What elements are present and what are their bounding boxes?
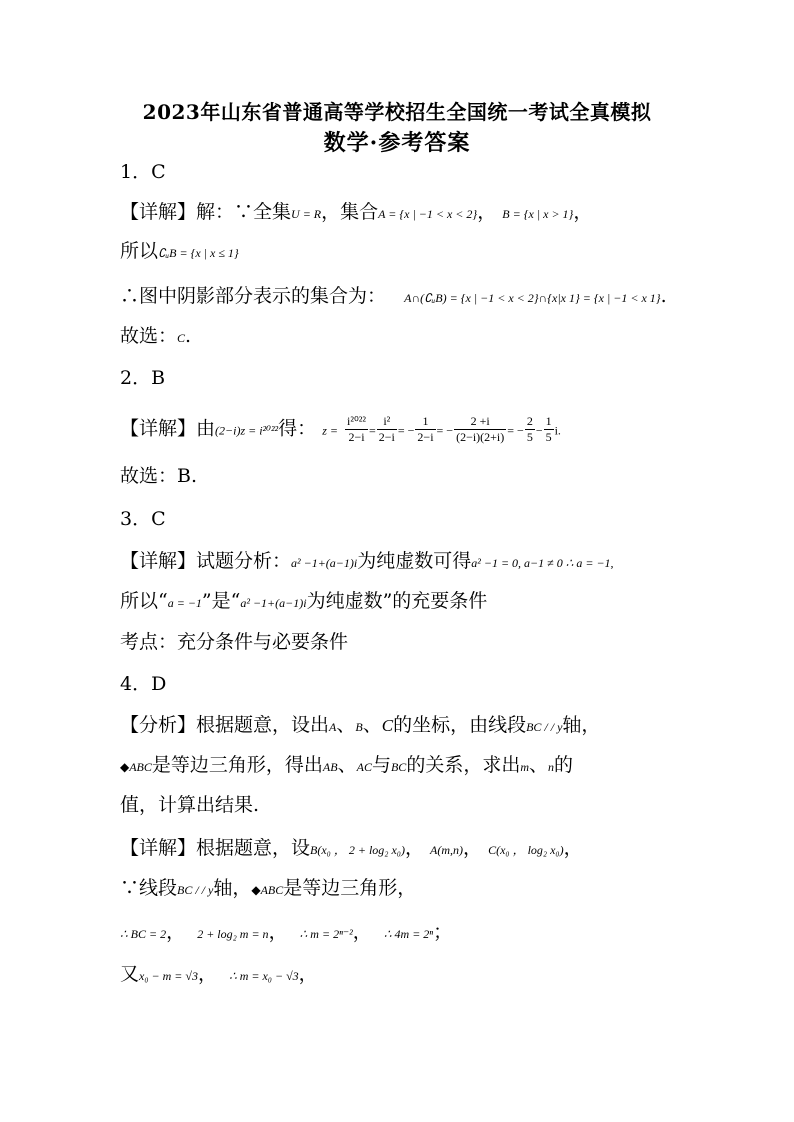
fraction-2 <box>377 414 397 445</box>
math-point-A: A(m,n) <box>430 843 464 857</box>
math-BC-parallel-y: BC / / y <box>177 883 214 897</box>
math-U-eq-R: U = R <box>291 207 322 221</box>
dot: . <box>660 285 667 307</box>
frac-den: 5 <box>526 430 533 444</box>
math-BC: BC <box>390 760 407 774</box>
choose-text: 故选： <box>120 325 178 347</box>
q4-answer: 4．D <box>120 673 167 695</box>
math-AC: AC <box>356 760 372 774</box>
q2-detail-line <box>120 414 561 445</box>
math-given: (2−i)z = i²⁰²² <box>215 423 279 438</box>
q1-shaded-line <box>120 284 667 310</box>
q4-analysis-line <box>120 713 600 739</box>
coord-text: 的坐标，由线段 <box>393 714 527 736</box>
you-text: 又 <box>120 963 140 985</box>
math-C: C <box>381 716 394 735</box>
fraction-5 <box>525 414 535 445</box>
q3-so-line <box>120 589 487 615</box>
dun: 、 <box>529 754 549 776</box>
math-m-eq-x0: ∴ m = x₀ − √3 <box>229 969 299 983</box>
equilateral-text: 是等边三角形，得出 <box>151 754 323 776</box>
semicolon: ； <box>433 921 453 943</box>
frac-num: i² <box>377 414 397 430</box>
math-a-eq: a = −1 <box>167 596 202 610</box>
q1-choose-line <box>120 324 191 350</box>
choice-value: C <box>177 331 186 345</box>
math-B: B <box>355 720 363 734</box>
frac-den: 2−i <box>417 430 434 444</box>
eq-sign: = <box>368 423 376 438</box>
tail-text: 为纯虚数”的充要条件 <box>306 590 488 612</box>
sep: ， <box>298 963 318 985</box>
q3-answer: 3．C <box>120 508 166 530</box>
i-end: i. <box>554 423 561 438</box>
frac-num: 2 +i <box>454 414 506 430</box>
frac-num: i²⁰²² <box>347 414 366 428</box>
frac-den: 2−i <box>378 430 395 444</box>
math-BC-eq-2: ∴ BC = 2 <box>120 927 167 941</box>
math-expr-2: a² −1 = 0, a−1 ≠ 0 ∴ a = −1, <box>471 556 614 570</box>
de-text: 的 <box>554 754 574 776</box>
set-word: ，集合 <box>321 201 379 223</box>
sep: ， <box>563 837 583 859</box>
math-point-C: C(x₀ ， log₂ x₀) <box>488 843 564 857</box>
sep: ， <box>197 963 217 985</box>
frac-num: 1 <box>415 414 435 430</box>
so-quote: 所以“ <box>120 590 168 612</box>
neg-eq-sign: = − <box>436 423 454 438</box>
q1-detail-line <box>120 200 592 226</box>
detail-label: 【详解】由 <box>120 417 216 440</box>
sep: ， <box>477 201 497 223</box>
math-log-eq: 2 + log₂ m = n <box>197 927 269 941</box>
frac-num: 2 <box>526 414 533 428</box>
math-z-eq: z = <box>322 423 338 438</box>
q4-since-line <box>120 876 416 902</box>
math-point-B: B(x₀ ， 2 + log₂ x₀) <box>310 843 405 857</box>
neg-eq-sign: = − <box>397 423 415 438</box>
q3-kaodian: 考点：充分条件与必要条件 <box>120 631 349 653</box>
math-A-def: A = {x | −1 < x < 2} <box>378 207 478 221</box>
sep: ， <box>404 837 424 859</box>
q4-detail-line <box>120 836 583 862</box>
sep: ， <box>166 921 186 943</box>
so-text: 所以 <box>120 240 159 262</box>
math-m: m <box>520 760 529 774</box>
q3-detail-line <box>120 549 614 575</box>
sep: ， <box>463 837 483 859</box>
pure-text: 为纯虚数可得 <box>357 550 472 572</box>
q4-value-line: 值，计算出结果. <box>120 794 260 816</box>
dun: 、 <box>336 714 356 736</box>
q2-answer: 2．B <box>120 367 166 389</box>
q1-answer: 1．C <box>120 161 166 183</box>
math-AB: AB <box>322 760 338 774</box>
minus-sign: − <box>535 423 543 438</box>
page-title: 2023年山东省普通高等学校招生全国统一考试全真模拟 <box>142 100 652 124</box>
frac-den: 2−i <box>348 430 365 444</box>
analysis-label: 【分析】根据题意，设出 <box>120 714 330 736</box>
dun: 、 <box>362 714 382 736</box>
math-n: n <box>548 760 555 774</box>
neg-eq-sign: = − <box>507 423 524 438</box>
math-A: A <box>329 720 337 734</box>
q4-you-line <box>120 962 318 988</box>
sep: ， <box>268 921 288 943</box>
fraction-4 <box>454 414 506 445</box>
end-dot: . <box>185 325 192 347</box>
equilateral-text: 是等边三角形， <box>283 877 417 899</box>
relation-text: 的关系，求出 <box>406 754 521 776</box>
fraction-6 <box>544 414 554 445</box>
axis-text: 轴， <box>213 877 252 899</box>
shaded-text: ∴图中阴影部分表示的集合为： <box>120 285 387 307</box>
math-expr-1: a² −1+(a−1)i <box>291 556 358 570</box>
detail-label: 【详解】根据题意，设 <box>120 837 311 859</box>
sep: ， <box>573 201 593 223</box>
axis-text: 轴， <box>562 714 601 736</box>
de-text: 得： <box>278 417 317 440</box>
math-triangle-ABC: ◆ABC <box>120 760 152 774</box>
math-4m-eq: ∴ 4m = 2ⁿ <box>383 927 434 941</box>
frac-den: 5 <box>545 430 552 444</box>
frac-den: (2−i)(2+i) <box>456 430 505 444</box>
sep: ， <box>352 921 372 943</box>
math-shaded-expr: A∩(∁ᵤB) = {x | −1 < x < 2}∩{x|x 1} = {x | −1 < x 1} <box>404 291 661 305</box>
dun: 、 <box>337 754 357 776</box>
math-expr-3: a² −1+(a−1)i <box>240 596 307 610</box>
since-all-text: ∵全集 <box>234 201 292 223</box>
q1-complement-line <box>120 239 239 265</box>
is-quote: ”是“ <box>201 590 241 612</box>
detail-label: 【详解】解： <box>120 201 235 223</box>
math-complement-B: ∁ᵤB = {x | x ≤ 1} <box>158 246 239 260</box>
fraction-3 <box>415 414 435 445</box>
math-BC-parallel-y: BC / / y <box>526 720 563 734</box>
math-B-def: B = {x | x > 1} <box>502 207 574 221</box>
q4-analysis-line-2 <box>120 753 573 779</box>
since-seg-text: ∵线段 <box>120 877 178 899</box>
math-m-eq: ∴ m = 2ⁿ⁻² <box>299 927 353 941</box>
detail-label: 【详解】试题分析： <box>120 550 292 572</box>
with-text: 与 <box>371 754 391 776</box>
math-x0-minus-m: x₀ − m = √3 <box>139 969 198 983</box>
page-subtitle: 数学·参考答案 <box>323 130 471 156</box>
q2-choose-line: 故选：B. <box>120 465 198 487</box>
fraction-1 <box>345 414 368 445</box>
q4-therefore-line <box>120 920 452 946</box>
frac-num: 1 <box>545 414 552 428</box>
math-triangle-ABC: ◆ABC <box>251 883 284 897</box>
